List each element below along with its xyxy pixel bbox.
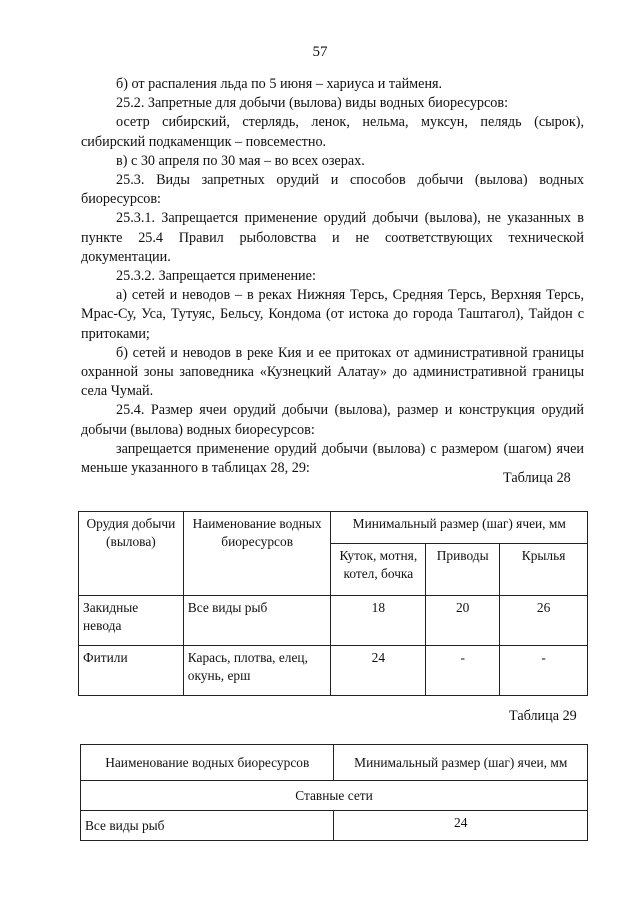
cell-value: 26 xyxy=(500,596,588,646)
cell-tool: Закидные невода xyxy=(79,596,184,646)
table-section-row xyxy=(81,781,588,811)
paragraph: б) сетей и неводов в реке Кия и ее притоках от административной границы охранной зоны заповедника «Кузнецкий Алатау» до административной границы села Чумай. xyxy=(81,344,584,400)
page-number: 57 xyxy=(312,44,328,60)
header-mesh-size: Минимальный размер (шаг) ячеи, мм xyxy=(334,745,588,781)
cell-tool: Фитили xyxy=(79,646,184,696)
header-species: Наименование водных биоресурсов xyxy=(183,512,331,596)
cell-value: 20 xyxy=(426,596,500,646)
paragraph: 25.3.1. Запрещается применение орудий добычи (вылова), не указанных в пункте 25.4 Правил рыболовства и не соответствующих технической документации. xyxy=(81,210,584,265)
body-text xyxy=(81,75,584,478)
table-header-row xyxy=(81,745,588,781)
cell-value: 24 xyxy=(331,646,426,696)
table-28 xyxy=(78,511,588,696)
cell-species: Карась, плотва, елец, окунь, ерш xyxy=(183,646,331,696)
subheader-privody: Приводы xyxy=(426,544,500,596)
paragraph: б) от распаления льда по 5 июня – хариуса и тайменя. xyxy=(116,76,443,92)
table-row xyxy=(79,646,588,696)
subheader-krylya: Крылья xyxy=(500,544,588,596)
table28-caption: Таблица 28 xyxy=(503,470,571,486)
paragraph: 25.4. Размер ячеи орудий добычи (вылова), размер и конструкция орудий добычи (вылова) водных биоресурсов: xyxy=(81,402,584,438)
table29-caption: Таблица 29 xyxy=(509,708,577,724)
header-mesh-size: Минимальный размер (шаг) ячеи, мм xyxy=(331,512,588,544)
cell-species: Все виды рыб xyxy=(183,596,331,646)
header-species: Наименование водных биоресурсов xyxy=(81,745,334,781)
paragraph: а) сетей и неводов – в реках Нижняя Терсь, Средняя Терсь, Верхняя Терсь, Мрас-Су, Уса, Тутуяс, Бельсу, Кондома (от истока до города Таштагол), Тайдон с притоками; xyxy=(81,287,584,342)
section-label: Ставные сети xyxy=(81,781,588,811)
paragraph: 25.3. Виды запретных орудий и способов добычи (вылова) водных биоресурсов: xyxy=(81,172,584,208)
table-29 xyxy=(80,744,588,841)
header-tool: Орудия добычи (вылова) xyxy=(79,512,184,596)
paragraph: 25.3.2. Запрещается применение: xyxy=(116,268,316,285)
cell-value: - xyxy=(500,646,588,696)
cell-value: - xyxy=(426,646,500,696)
paragraph: 25.2. Запретные для добычи (вылова) виды водных биоресурсов: xyxy=(116,95,509,112)
table-row xyxy=(81,811,588,841)
cell-value: 18 xyxy=(331,596,426,646)
table-row xyxy=(79,596,588,646)
cell-value: 24 xyxy=(334,811,588,841)
paragraph: осетр сибирский, стерлядь, ленок, нельма, муксун, пелядь (сырок), сибирский подкаменщик – повсеместно. xyxy=(81,114,584,150)
table-header-row xyxy=(79,512,588,544)
cell-species: Все виды рыб xyxy=(81,811,334,841)
paragraph: запрещается применение орудий добычи (вылова) с размером (шагом) ячеи меньше указанного в таблицах 28, 29: xyxy=(81,440,584,477)
subheader-kutok: Куток, мотня, котел, бочка xyxy=(331,544,426,596)
paragraph: в) с 30 апреля по 30 мая – во всех озерах. xyxy=(116,152,365,169)
